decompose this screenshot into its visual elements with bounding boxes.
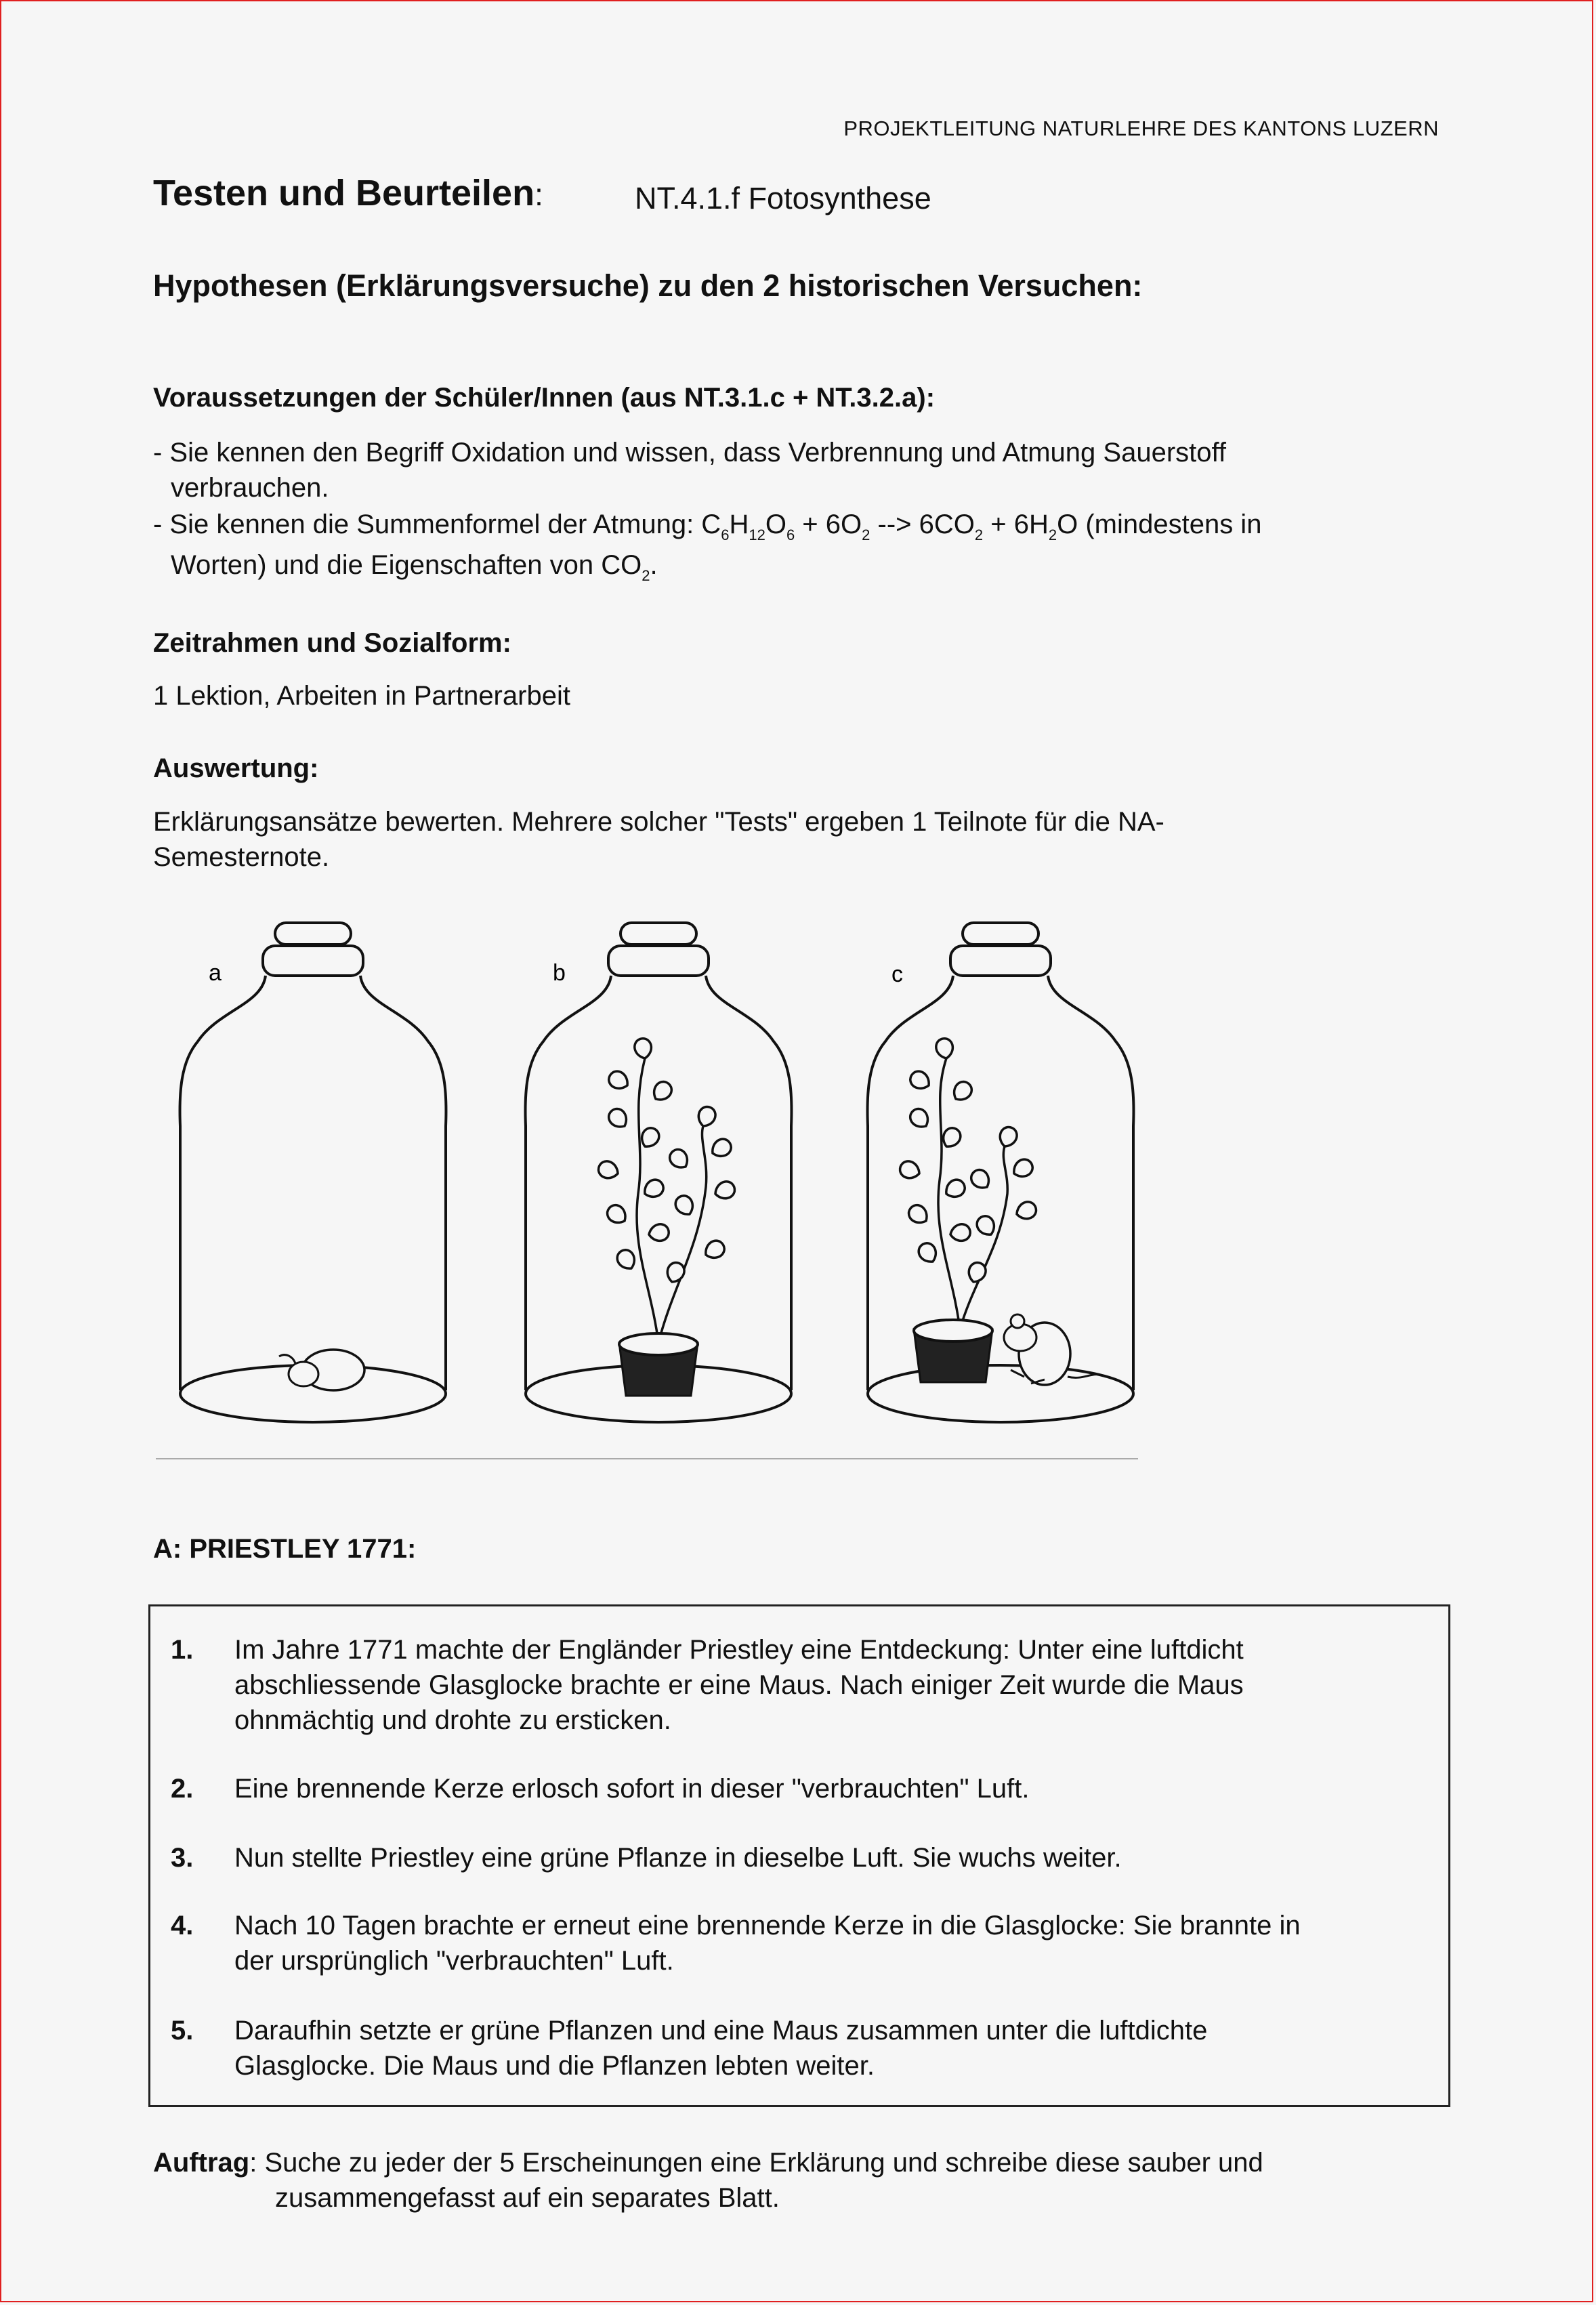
institution-header: PROJEKTLEITUNG NATURLEHRE DES KANTONS LUZERN xyxy=(843,117,1439,140)
prerequisites-heading: Voraussetzungen der Schüler/Innen (aus NT.3.1.c + NT.3.2.a): xyxy=(153,383,936,413)
formula-part: + 6H xyxy=(983,510,1049,539)
observation-number: 3. xyxy=(171,1843,194,1873)
bell-jar-b xyxy=(525,923,791,1422)
evaluation-line-2: Semesternote. xyxy=(153,842,330,872)
observation-line: Nun stellte Priestley eine grüne Pflanze in dieselbe Luft. Sie wuchs weiter. xyxy=(234,1843,1122,1873)
jar-label-c: c xyxy=(891,961,903,987)
formula-sub: 6 xyxy=(721,526,730,543)
observation-line: ohnmächtig und drohte zu ersticken. xyxy=(234,1705,671,1735)
observation-number: 1. xyxy=(171,1635,194,1665)
formula-sub: 12 xyxy=(749,526,765,543)
observation-2 xyxy=(171,1771,1431,1806)
hypothesis-heading: Hypothesen (Erklärungsversuche) zu den 2 historischen Versuchen: xyxy=(153,268,1143,303)
task-colon: : xyxy=(249,2148,257,2178)
observation-number: 4. xyxy=(171,1911,194,1940)
observation-line: Daraufhin setzte er grüne Pflanzen und eine Maus zusammen unter die luftdichte xyxy=(234,2016,1208,2046)
prerequisites-text xyxy=(153,435,1440,583)
formula-sub: 2 xyxy=(974,526,984,543)
observation-1 xyxy=(171,1632,1431,1738)
plant-b xyxy=(596,1037,737,1343)
prerequisite-line-1-cont: verbrauchen. xyxy=(171,473,329,503)
observation-line: abschliessende Glasglocke brachte er eine Maus. Nach einiger Zeit wurde die Maus xyxy=(234,1670,1244,1700)
time-frame-heading: Zeitrahmen und Sozialform: xyxy=(153,628,511,658)
prerequisite-line-3 xyxy=(153,547,1440,583)
observation-line: Nach 10 Tagen brachte er erneut eine brennende Kerze in die Glasglocke: Sie brannte in xyxy=(234,1911,1301,1940)
task-line-1 xyxy=(153,2145,1440,2180)
formula-sub: 2 xyxy=(642,567,650,584)
title-colon: : xyxy=(534,177,543,212)
formula-prefix: - Sie kennen die Summenformel der Atmung: C xyxy=(153,510,721,539)
observation-line: Eine brennende Kerze erlosch sofort in dieser "verbrauchten" Luft. xyxy=(234,1774,1030,1804)
evaluation-text xyxy=(153,804,1440,875)
plant-c xyxy=(898,1037,1038,1329)
prerequisite-line-2 xyxy=(153,507,1440,542)
jar-label-b: b xyxy=(553,960,566,986)
time-frame-text: 1 Lektion, Arbeiten in Partnerarbeit xyxy=(153,681,570,711)
formula-part: + 6O xyxy=(795,510,862,539)
co2-text: Worten) und die Eigenschaften von CO xyxy=(171,550,642,580)
period: . xyxy=(650,550,658,580)
observation-line: der ursprünglich "verbrauchten" Luft. xyxy=(234,1946,674,1976)
evaluation-line-1: Erklärungsansätze bewerten. Mehrere solcher "Tests" ergeben 1 Teilnote für die NA- xyxy=(153,807,1164,837)
observation-number: 2. xyxy=(171,1774,194,1804)
mouse-a xyxy=(279,1350,364,1390)
task-line-2: zusammengefasst auf ein separates Blatt. xyxy=(275,2183,780,2213)
section-a-heading: A: PRIESTLEY 1771: xyxy=(153,1534,417,1564)
formula-suffix: O (mindestens in xyxy=(1057,510,1262,539)
page-title xyxy=(153,172,543,214)
task-text-1: Suche zu jeder der 5 Erscheinungen eine Erklärung und schreibe diese sauber und xyxy=(264,2148,1263,2178)
figure-baseline xyxy=(156,1458,1138,1459)
evaluation-heading: Auswertung: xyxy=(153,753,319,783)
observation-5 xyxy=(171,2013,1431,2083)
observation-3 xyxy=(171,1840,1431,1875)
formula-part: --> 6CO xyxy=(870,510,975,539)
mouse-c xyxy=(1004,1314,1106,1385)
formula-sub: 6 xyxy=(786,526,795,543)
task-label: Auftrag xyxy=(153,2148,250,2178)
topic-code: NT.4.1.f Fotosynthese xyxy=(635,181,931,215)
formula-sub: 2 xyxy=(1048,526,1057,543)
task-instruction xyxy=(153,2145,1440,2216)
observation-line: Glasglocke. Die Maus und die Pflanzen lebten weiter. xyxy=(234,2051,875,2081)
observation-number: 5. xyxy=(171,2016,194,2046)
title-main: Testen und Beurteilen xyxy=(153,173,535,213)
formula-part: H xyxy=(729,510,749,539)
jar-label-a: a xyxy=(209,960,222,986)
formula-sub: 2 xyxy=(862,526,870,543)
observation-line: Im Jahre 1771 machte der Engländer Priestley eine Entdeckung: Unter eine luftdicht xyxy=(234,1635,1244,1665)
prerequisite-line-1: - Sie kennen den Begriff Oxidation und wissen, dass Verbrennung und Atmung Sauerstoff xyxy=(153,438,1227,468)
formula-part: O xyxy=(765,510,786,539)
bell-jar-c xyxy=(867,923,1133,1422)
bell-jar-illustration xyxy=(150,913,1146,1468)
bell-jar-a xyxy=(180,923,446,1422)
observation-4 xyxy=(171,1908,1431,1978)
priestley-observations-box xyxy=(148,1604,1450,2107)
